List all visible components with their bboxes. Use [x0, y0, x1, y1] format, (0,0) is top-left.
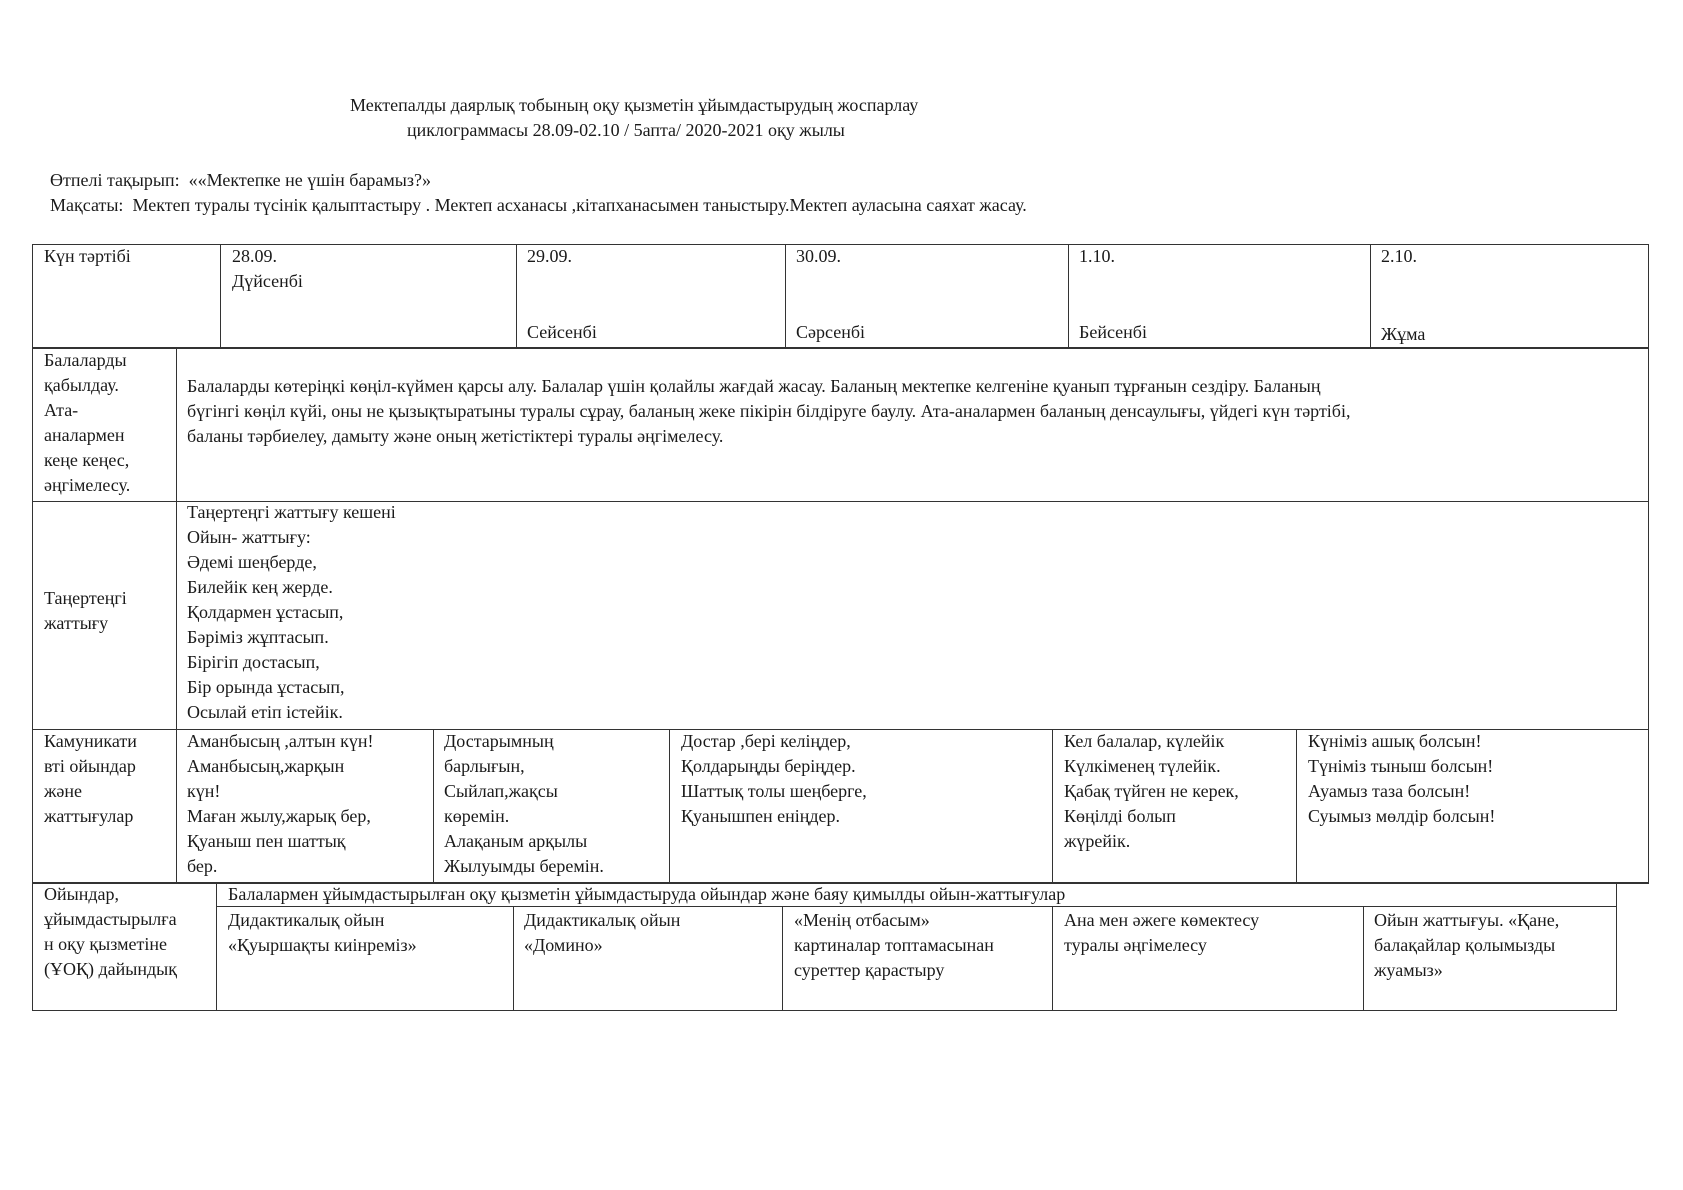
table-border — [1052, 729, 1053, 883]
text-line: бүгінгі көңіл күйі, оны не қызықтыратыны туралы сұрау, баланың жеке пікірін білдіруге баулу. Ата-аналармен баланың денсаулығы, үйдегі күн тәртібі, — [187, 401, 1351, 421]
text-line: Түніміз тыныш болсын! — [1308, 756, 1494, 776]
document-title-line-2: циклограммасы 28.09-02.10 / 5апта/ 2020-2021 оқу жылы — [407, 120, 845, 140]
games-label-cell — [44, 882, 177, 982]
text-line: балақайлар қолымызды — [1374, 935, 1556, 955]
games-cell-tuesday — [524, 908, 680, 958]
communicative-label-cell — [44, 729, 137, 829]
day-name: Сәрсенбі — [796, 322, 865, 342]
day-date: 1.10. — [1079, 246, 1115, 266]
text-line: Таңертеңгі жаттығу кешені — [187, 502, 396, 522]
day-cell-thursday — [1079, 244, 1115, 269]
text-line: Суымыз мөлдір болсын! — [1308, 806, 1496, 826]
row-label-line: кеңе кеңес, — [44, 450, 130, 470]
topic-line — [50, 168, 431, 193]
games-span-cell — [228, 882, 1065, 907]
text-line: Ойын- жаттығу: — [187, 527, 311, 547]
goal-line — [50, 193, 1027, 218]
day-cell-tuesday-name — [527, 320, 597, 345]
exercise-label-cell — [44, 586, 127, 636]
topic-value: ««Мектепке не үшін барамыз?» — [188, 170, 432, 190]
text-line: «Қуыршақты киінреміз» — [228, 935, 417, 955]
text-line: Ойын жаттығуы. «Қане, — [1374, 910, 1560, 930]
communicative-cell-tuesday — [444, 729, 604, 879]
text-line: Бір орында ұстасып, — [187, 677, 345, 697]
day-name: Жұма — [1381, 324, 1426, 344]
text-line: Қуанышпен еніңдер. — [681, 806, 841, 826]
text-line: бер. — [187, 856, 218, 876]
text-line: Күлкіменең түлейік. — [1064, 756, 1221, 776]
text-line: Қолдарыңды беріңдер. — [681, 756, 856, 776]
text-line: Ауамыз таза болсын! — [1308, 781, 1471, 801]
communicative-cell-friday — [1308, 729, 1495, 829]
table-border — [216, 882, 217, 1011]
text-line: туралы әңгімелесу — [1064, 935, 1207, 955]
day-name: Бейсенбі — [1079, 322, 1147, 342]
text-line: Осылай етіп істейік. — [187, 702, 343, 722]
text-line: Алақаным арқылы — [444, 831, 588, 851]
table-border — [32, 347, 1649, 349]
text-line: Бәріміз жұптасып. — [187, 627, 329, 647]
row-label-line: қабылдау. — [44, 375, 119, 395]
row-label-line: және — [44, 781, 83, 801]
text-line: жуамыз» — [1374, 960, 1443, 980]
text-line: Маған жылу,жарық бер, — [187, 806, 371, 826]
communicative-cell-thursday — [1064, 729, 1239, 854]
row-label-line: н оқу қызметіне — [44, 934, 167, 954]
table-border — [516, 244, 517, 348]
text-line: Аманбысың,жарқын — [187, 756, 345, 776]
table-border — [1363, 906, 1364, 1011]
text-line: Кел балалар, күлейік — [1064, 731, 1225, 751]
text-line: картиналар топтамасынан — [794, 935, 994, 955]
table-border — [220, 244, 221, 348]
text-line: Қуаныш пен шаттық — [187, 831, 346, 851]
games-cell-monday — [228, 908, 417, 958]
text-line: Бірігіп достасып, — [187, 652, 320, 672]
text-line: Қолдармен ұстасып, — [187, 602, 344, 622]
day-date: 29.09. — [527, 246, 572, 266]
row-label-line: ұйымдастырылға — [44, 909, 177, 929]
table-border — [1370, 244, 1371, 348]
day-cell-tuesday — [527, 244, 572, 269]
exercise-text-cell — [187, 500, 396, 725]
table-border — [782, 906, 783, 1011]
row-label-line: Ойындар, — [44, 884, 120, 904]
table-border — [1648, 244, 1649, 884]
text-line: Сыйлап,жақсы — [444, 781, 558, 801]
text-line: баланы тәрбиелеу, дамыту және оның жетістіктері туралы әңгімелесу. — [187, 426, 724, 446]
day-cell-wednesday-name — [796, 320, 865, 345]
table-border — [785, 244, 786, 348]
table-border — [32, 244, 33, 1011]
text-line: Қабақ түйген не керек, — [1064, 781, 1239, 801]
day-cell-friday-name — [1381, 322, 1425, 347]
games-cell-thursday — [1064, 908, 1259, 958]
document-title-line-1: Мектепалды даярлық тобының оқу қызметін ұйымдастырудың жоспарлау — [350, 95, 919, 115]
text-line: «Менің отбасым» — [794, 910, 930, 930]
goal-label: Мақсаты: — [50, 195, 124, 215]
table-border — [669, 729, 670, 883]
games-cell-friday — [1374, 908, 1559, 983]
day-date: 28.09. — [232, 246, 277, 266]
text-line: Аманбысың ,алтын күн! — [187, 731, 374, 751]
table-border — [1296, 729, 1297, 883]
row-label-line: Таңертеңгі — [44, 588, 127, 608]
day-name: Дүйсенбі — [232, 271, 303, 291]
header-label-cell — [44, 244, 131, 269]
text-line: көремін. — [444, 806, 510, 826]
table-border — [1616, 882, 1617, 1011]
text-line: Балаларды көтерiңкi көңіл-күймен қарсы алу. Балалар үшін қолайлы жағдай жасау. Баланың мектепке келгеніне қуанып тұрғанын сездіру. Баланың — [187, 376, 1321, 396]
row-label-line: вті ойындар — [44, 756, 136, 776]
row-label-line: әңгімелесу. — [44, 475, 131, 495]
communicative-cell-wednesday — [681, 729, 867, 829]
communicative-cell-monday — [187, 729, 373, 879]
text-line: Әдемі шеңберде, — [187, 552, 317, 572]
text-line: Дидактикалық ойын — [524, 910, 681, 930]
text-line: Көңілді болып — [1064, 806, 1176, 826]
row-label-line: Балаларды — [44, 350, 127, 370]
text-line: Күніміз ашық болсын! — [1308, 731, 1482, 751]
topic-label: Өтпелі тақырып: — [50, 170, 180, 190]
games-cell-wednesday — [794, 908, 994, 983]
text-line: жүрейік. — [1064, 831, 1131, 851]
text-line: Достарымның — [444, 731, 554, 751]
row-label-line: жаттығулар — [44, 806, 134, 826]
table-border — [433, 729, 434, 883]
text-line: Ана мен әжеге көмектесу — [1064, 910, 1260, 930]
text-line: күн! — [187, 781, 221, 801]
day-cell-monday — [232, 244, 303, 294]
text-line: Билейік кең жерде. — [187, 577, 333, 597]
row-label-line: аналармен — [44, 425, 125, 445]
table-border — [1052, 906, 1053, 1011]
table-border — [176, 347, 177, 730]
row-label-line: (ҰОҚ) дайындық — [44, 959, 177, 979]
text-line: суреттер қарастыру — [794, 960, 945, 980]
text-line: Дидактикалық ойын — [228, 910, 385, 930]
row-label-line: жаттығу — [44, 613, 109, 633]
day-cell-wednesday — [796, 244, 841, 269]
header-label: Күн тәртібі — [44, 246, 131, 266]
day-cell-friday — [1381, 244, 1417, 269]
text-line: «Домино» — [524, 935, 603, 955]
table-border — [513, 906, 514, 1011]
text-line: Шаттық толы шеңберге, — [681, 781, 867, 801]
table-border — [32, 1010, 1616, 1011]
row-label-line: Камуникати — [44, 731, 137, 751]
day-date: 30.09. — [796, 246, 841, 266]
reception-label-cell — [44, 348, 130, 498]
games-span-text: Балалармен ұйымдастырылған оқу қызметін ұйымдастыруда ойындар және баяу қимылды ойын-жаттығулар — [228, 884, 1066, 904]
day-name: Сейсенбі — [527, 322, 597, 342]
table-border — [176, 729, 177, 883]
row-label-line: Ата- — [44, 400, 79, 420]
day-cell-thursday-name — [1079, 320, 1147, 345]
day-date: 2.10. — [1381, 246, 1417, 266]
table-border — [1068, 244, 1069, 348]
reception-text-cell — [187, 374, 1350, 449]
text-line: Достар ,бері келіңдер, — [681, 731, 851, 751]
text-line: Жылуымды беремін. — [444, 856, 604, 876]
goal-value: Мектеп туралы түсінік қалыптастыру . Мектеп асханасы ,кітапханасымен таныстыру.Мектеп ауласына саяхат жасау. — [132, 195, 1027, 215]
text-line: барлығын, — [444, 756, 525, 776]
